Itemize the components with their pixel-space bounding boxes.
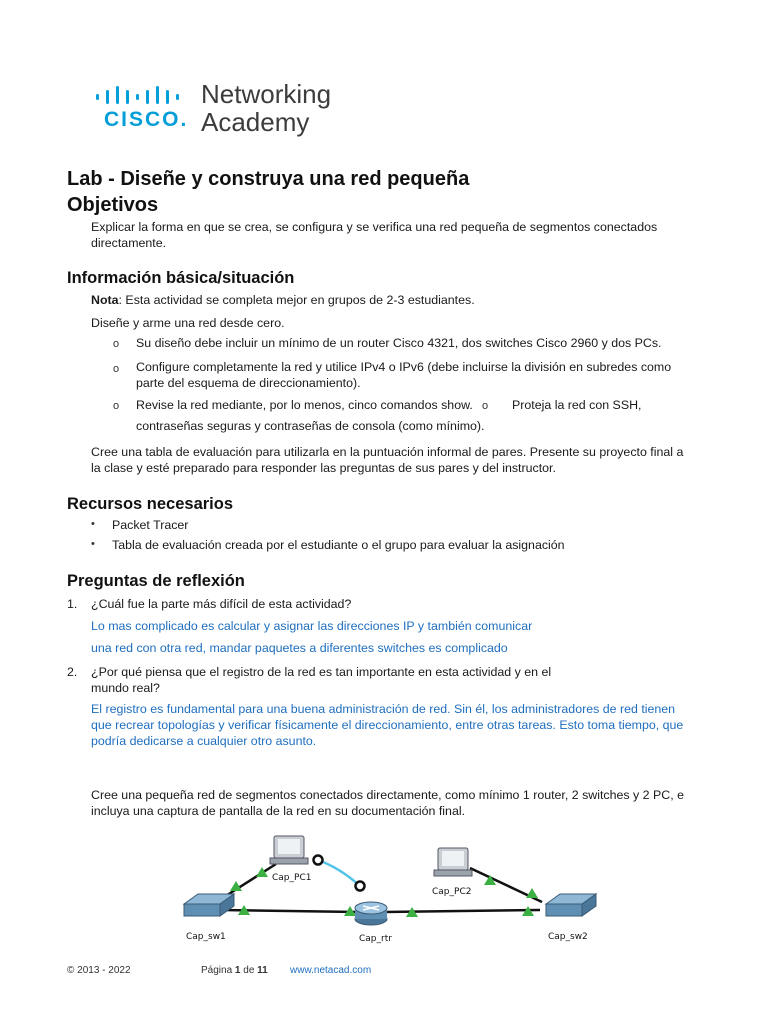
objectives-text — [91, 219, 657, 251]
answer-1-line1: Lo mas complicado es calcular y asignar las direcciones IP y también comunicar — [91, 619, 533, 633]
note-label: Nota — [91, 293, 119, 307]
closing-paragraph — [91, 444, 683, 476]
note-paragraph — [91, 292, 475, 308]
answer-2-line1: El registro es fundamental para una buena administración de red. Sin él, los administradores de red tienen — [91, 702, 676, 716]
task-line1: Cree una pequeña red de segmentos conectados directamente, como mínimo 1 router, 2 switches y 2 PC, e — [91, 788, 685, 802]
page-title: Lab - Diseñe y construya una red pequeña — [67, 168, 470, 190]
bullet-glyph: o — [113, 338, 120, 350]
resource-item: Tabla de evaluación creada por el estudiante o el grupo para evaluar la asignación — [112, 538, 565, 552]
closing-line1: Cree una tabla de evaluación para utilizarla en la puntuación informal de pares. Presente su proyecto final a — [91, 445, 684, 459]
answer-2-line2: que recrear topologías y verificar físicamente el direccionamiento, entre otras tareas. Esto toma tiempo, que — [91, 718, 684, 732]
task-paragraph — [91, 787, 684, 819]
question-2 — [91, 664, 551, 696]
question-1: ¿Cuál fue la parte más difícil de esta actividad? — [91, 597, 352, 611]
page-total: 11 — [257, 965, 268, 976]
pc-icon — [270, 836, 308, 864]
note-text: : Esta actividad se completa mejor en grupos de 2-3 estudiantes. — [118, 293, 475, 307]
bullet-glyph: o — [113, 400, 120, 412]
cisco-bars-logo — [96, 86, 190, 104]
intro-paragraph: Diseñe y arme una red desde cero. — [91, 316, 285, 330]
question-1-number: 1. — [67, 597, 78, 611]
objectives-line1: Explicar la forma en que se crea, se configura y se verifica una red pequeña de segmentos conectados — [91, 220, 658, 234]
question-2-line1: ¿Por qué piensa que el registro de la red es tan importante en esta actividad y en el — [91, 665, 552, 679]
reflection-heading: Preguntas de reflexión — [67, 572, 245, 590]
logo-line2: Academy — [201, 107, 310, 137]
console-endpoint — [356, 882, 365, 891]
question-2-line2: mundo real? — [91, 681, 160, 695]
footer-page-number — [201, 965, 268, 976]
background-item-4: Proteja la red con SSH, — [512, 398, 642, 412]
networking-academy-logo — [201, 80, 331, 136]
pc-icon — [434, 848, 472, 876]
console-link — [318, 860, 360, 886]
page-prefix: Página — [201, 965, 233, 976]
network-topology-diagram — [170, 828, 610, 950]
task-line2: incluya una captura de pantalla de la red en su documentación final. — [91, 804, 466, 818]
answer-2 — [91, 701, 683, 749]
resources-heading: Recursos necesarios — [67, 495, 234, 513]
page-current: 1 — [234, 965, 241, 976]
bullet-glyph: o — [113, 363, 120, 375]
switch-icon — [184, 894, 234, 916]
cisco-wordmark: CISCO. — [104, 108, 189, 131]
objectives-heading: Objetivos — [67, 194, 159, 216]
answer-1-line2: una red con otra red, mandar paquetes a diferentes switches es complicado — [91, 641, 508, 655]
background-item-2-line2: parte del esquema de direccionamiento). — [136, 376, 361, 390]
background-item-2-line1: Configure completamente la red y utilice IPv4 o IPv6 (debe incluirse la división en subredes como — [136, 360, 672, 374]
footer-copyright: © 2013 - 2022 — [67, 965, 131, 976]
background-item-3 — [136, 397, 473, 413]
inline-bullet-glyph: o — [482, 400, 489, 412]
switch-icon — [546, 894, 596, 916]
question-2-number: 2. — [67, 665, 78, 679]
bullet-dot: • — [91, 518, 95, 530]
background-item-2 — [136, 359, 671, 391]
pc1-label: Cap_PC1 — [272, 873, 312, 883]
router-label: Cap_rtr — [359, 934, 392, 944]
closing-line2: la clase y esté preparado para responder las preguntas de sus pares y del instructor. — [91, 461, 556, 475]
link-up-indicator — [526, 888, 538, 898]
footer-link[interactable]: www.netacad.com — [290, 965, 372, 976]
resource-item: Packet Tracer — [112, 518, 189, 532]
link-rtr-sw2 — [384, 910, 540, 912]
objectives-line2: directamente. — [91, 236, 167, 250]
pc2-label: Cap_PC2 — [432, 887, 472, 897]
console-endpoint — [314, 856, 323, 865]
router-icon — [355, 902, 387, 925]
sw1-label: Cap_sw1 — [186, 932, 226, 942]
background-heading: Información básica/situación — [67, 269, 295, 287]
background-item-1: Su diseño debe incluir un mínimo de un router Cisco 4321, dos switches Cisco 2960 y dos PCs. — [136, 336, 662, 350]
answer-2-line3: podría dedicarse a cualquier otro asunto. — [91, 734, 317, 748]
link-up-indicator — [256, 867, 268, 877]
logo-line1: Networking — [201, 79, 332, 109]
background-item-4-line2: contraseñas seguras y contraseñas de consola (como mínimo). — [136, 419, 485, 433]
page-of: de — [243, 965, 255, 976]
background-item-3-line1: Revise la red mediante, por lo menos, cinco comandos show. — [136, 398, 473, 412]
sw2-label: Cap_sw2 — [548, 932, 588, 942]
bullet-dot: • — [91, 538, 95, 550]
